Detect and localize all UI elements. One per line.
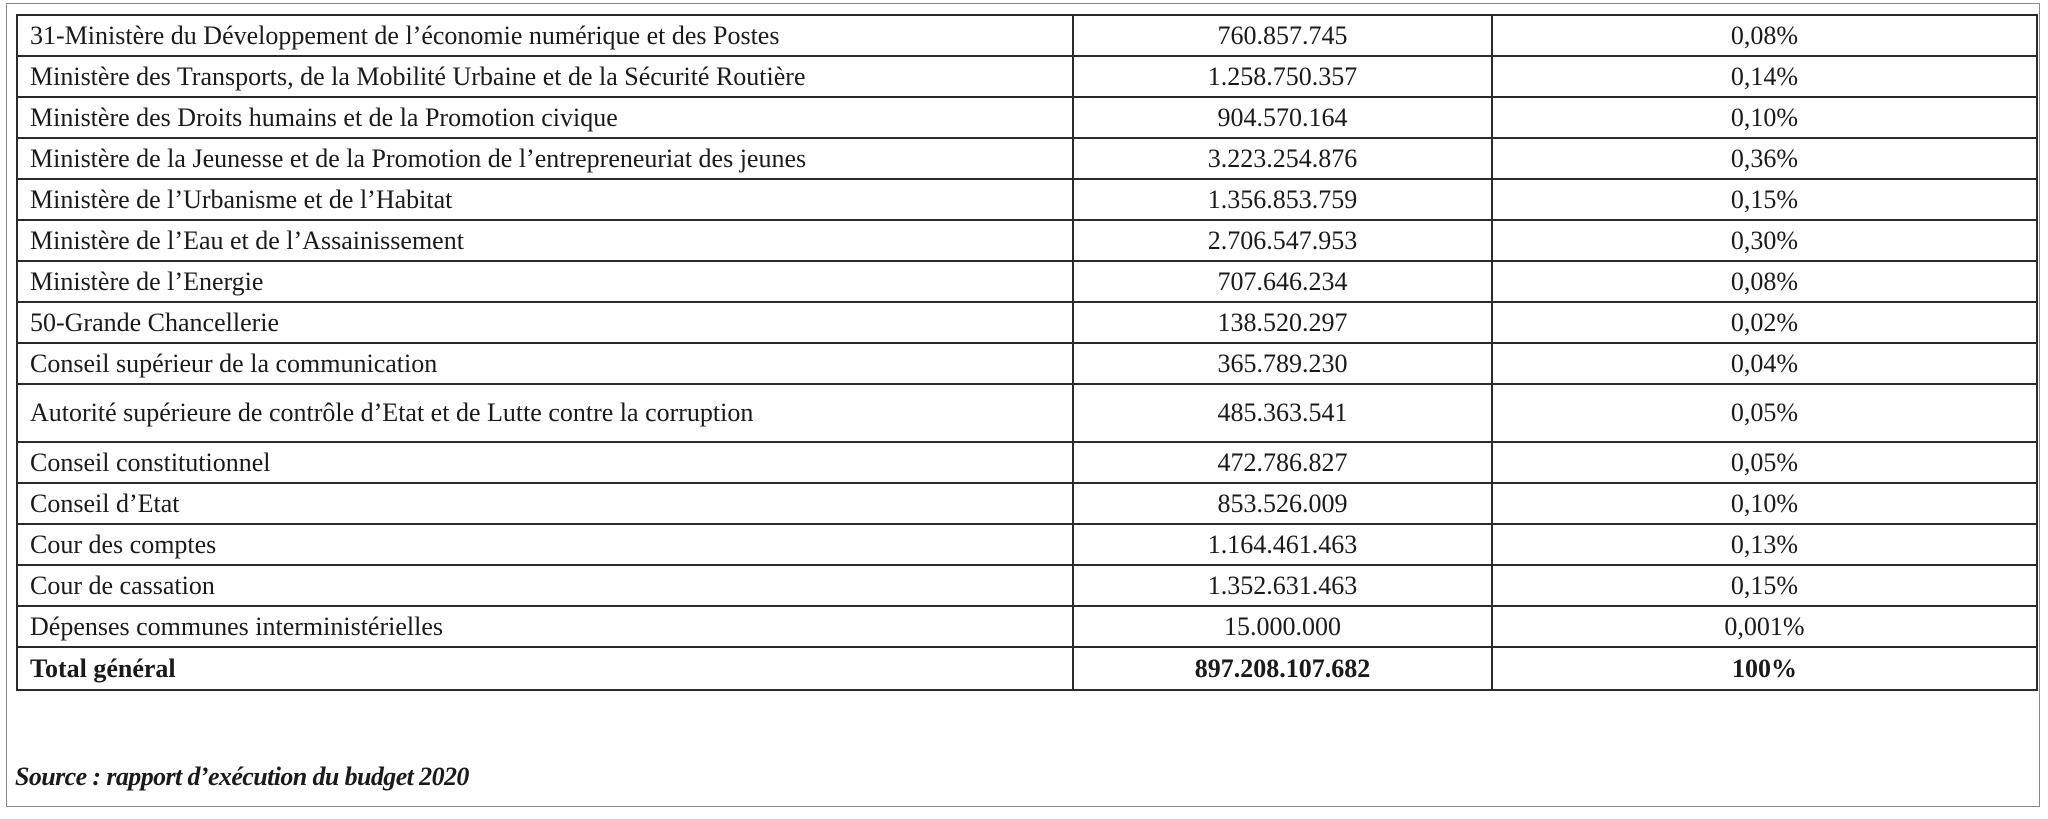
amount-value: 904.570.164	[1073, 97, 1492, 138]
ministry-label: Conseil supérieur de la communication	[17, 343, 1073, 384]
share-value: 0,15%	[1492, 565, 2037, 606]
ministry-label: Autorité supérieure de contrôle d’Etat et de Lutte contre la corruption	[17, 384, 1073, 442]
total-row	[17, 647, 2037, 690]
table-row	[17, 565, 2037, 606]
amount-value: 853.526.009	[1073, 483, 1492, 524]
amount-value: 1.258.750.357	[1073, 56, 1492, 97]
share-value: 0,08%	[1492, 261, 2037, 302]
share-value: 0,02%	[1492, 302, 2037, 343]
table-row	[17, 606, 2037, 647]
total-share: 100%	[1492, 647, 2037, 690]
ministry-label: Conseil d’Etat	[17, 483, 1073, 524]
ministry-label: Ministère de la Jeunesse et de la Promotion de l’entrepreneuriat des jeunes	[17, 138, 1073, 179]
table-row	[17, 179, 2037, 220]
share-value: 0,04%	[1492, 343, 2037, 384]
table-row	[17, 97, 2037, 138]
ministry-label: Ministère des Droits humains et de la Promotion civique	[17, 97, 1073, 138]
amount-value: 1.356.853.759	[1073, 179, 1492, 220]
table-row	[17, 220, 2037, 261]
share-value: 0,10%	[1492, 483, 2037, 524]
ministry-label: 31-Ministère du Développement de l’économie numérique et des Postes	[17, 15, 1073, 56]
amount-value: 3.223.254.876	[1073, 138, 1492, 179]
ministry-label: Ministère des Transports, de la Mobilité Urbaine et de la Sécurité Routière	[17, 56, 1073, 97]
ministry-label: Ministère de l’Eau et de l’Assainissement	[17, 220, 1073, 261]
share-value: 0,30%	[1492, 220, 2037, 261]
ministry-label: Ministère de l’Urbanisme et de l’Habitat	[17, 179, 1073, 220]
amount-value: 760.857.745	[1073, 15, 1492, 56]
table-row	[17, 524, 2037, 565]
share-value: 0,05%	[1492, 442, 2037, 483]
ministry-label: Dépenses communes interministérielles	[17, 606, 1073, 647]
amount-value: 472.786.827	[1073, 442, 1492, 483]
table-row	[17, 343, 2037, 384]
amount-value: 1.164.461.463	[1073, 524, 1492, 565]
ministry-label: Cour de cassation	[17, 565, 1073, 606]
total-amount: 897.208.107.682	[1073, 647, 1492, 690]
table-row	[17, 261, 2037, 302]
budget-table	[16, 14, 2038, 691]
ministry-label: Conseil constitutionnel	[17, 442, 1073, 483]
amount-value: 365.789.230	[1073, 343, 1492, 384]
share-value: 0,08%	[1492, 15, 2037, 56]
share-value: 0,14%	[1492, 56, 2037, 97]
amount-value: 485.363.541	[1073, 384, 1492, 442]
amount-value: 1.352.631.463	[1073, 565, 1492, 606]
amount-value: 15.000.000	[1073, 606, 1492, 647]
share-value: 0,13%	[1492, 524, 2037, 565]
share-value: 0,36%	[1492, 138, 2037, 179]
share-value: 0,15%	[1492, 179, 2037, 220]
amount-value: 707.646.234	[1073, 261, 1492, 302]
share-value: 0,05%	[1492, 384, 2037, 442]
table-row	[17, 56, 2037, 97]
amount-value: 138.520.297	[1073, 302, 1492, 343]
table-row	[17, 483, 2037, 524]
share-value: 0,10%	[1492, 97, 2037, 138]
table-row	[17, 384, 2037, 442]
ministry-label: Ministère de l’Energie	[17, 261, 1073, 302]
share-value: 0,001%	[1492, 606, 2037, 647]
source-note: Source : rapport d’exécution du budget 2020	[15, 762, 469, 791]
amount-value: 2.706.547.953	[1073, 220, 1492, 261]
table-row	[17, 442, 2037, 483]
table-row	[17, 15, 2037, 56]
table-row	[17, 302, 2037, 343]
table-row	[17, 138, 2037, 179]
ministry-label: 50-Grande Chancellerie	[17, 302, 1073, 343]
total-label: Total général	[17, 647, 1073, 690]
ministry-label: Cour des comptes	[17, 524, 1073, 565]
